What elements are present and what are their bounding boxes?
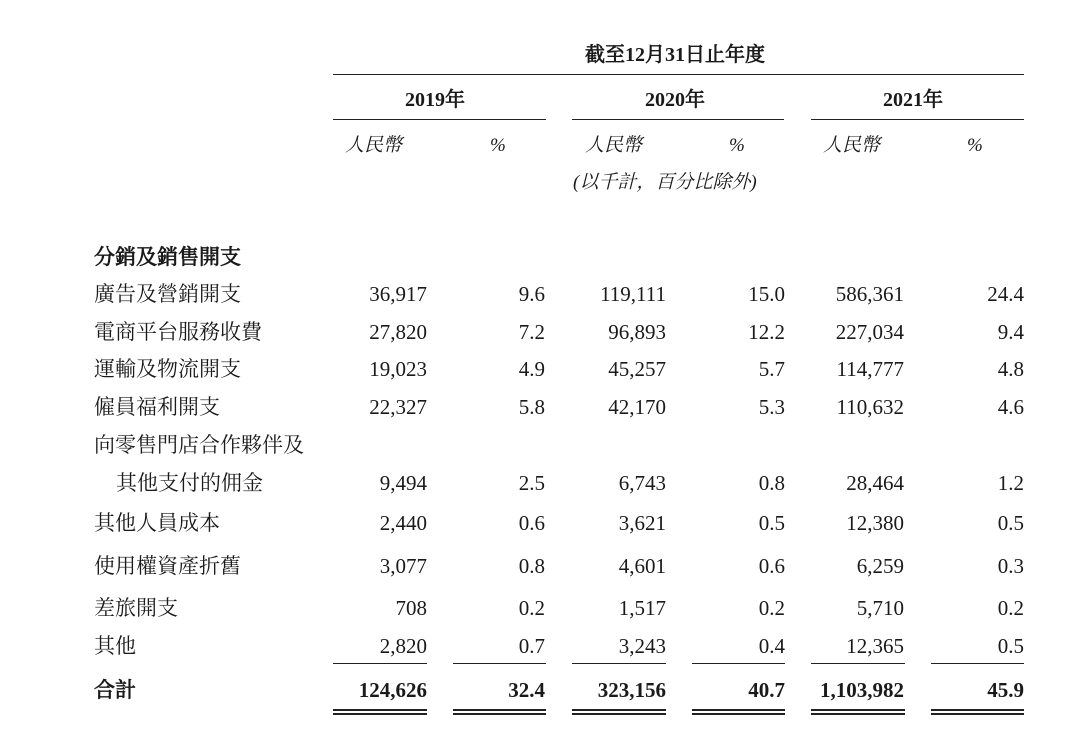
- percent-2019: 0.2: [518, 596, 545, 620]
- total-value-2020: 323,156: [597, 678, 666, 702]
- row-label: 差旅開支: [94, 596, 178, 620]
- year-2021-header: 2021年: [883, 89, 943, 111]
- value-2021: 28,464: [846, 471, 904, 495]
- value-2019: 27,820: [369, 320, 427, 344]
- percent-2021: 24.4: [987, 282, 1024, 306]
- value-2021: 227,034: [835, 320, 904, 344]
- value-2020: 3,243: [618, 634, 666, 658]
- value-2021: 114,777: [836, 357, 904, 381]
- percent-2021: 4.6: [997, 395, 1024, 419]
- percent-2020: 0.6: [758, 554, 785, 578]
- percent-2020: 0.4: [758, 634, 785, 658]
- percent-2020: 12.2: [748, 320, 785, 344]
- section-title: 分銷及銷售開支: [94, 245, 241, 269]
- subtotal-rule-percent-2020: [692, 663, 785, 664]
- value-2021: 110,632: [836, 395, 904, 419]
- value-2021: 6,259: [856, 554, 904, 578]
- value-2020: 6,743: [618, 471, 666, 495]
- value-2021: 586,361: [835, 282, 904, 306]
- row-label: 廣告及營銷開支: [94, 282, 241, 306]
- row-label: 運輸及物流開支: [94, 357, 241, 381]
- value-2020: 45,257: [608, 357, 666, 381]
- percent-2021: 4.8: [997, 357, 1024, 381]
- subtotal-rule-percent-2019: [453, 663, 546, 664]
- value-2019: 2,440: [379, 511, 427, 535]
- total-double-rule-value-2019: [333, 709, 427, 715]
- currency-label-2020: 人民幣: [585, 135, 643, 156]
- currency-label-2021: 人民幣: [823, 135, 881, 156]
- year-2019-rule: [333, 119, 546, 120]
- percent-2019: 5.8: [518, 395, 545, 419]
- period-header: 截至12月31日止年度: [585, 44, 765, 66]
- total-percent-2021: 45.9: [987, 678, 1024, 702]
- percent-2020: 15.0: [748, 282, 785, 306]
- subtotal-rule-value-2019: [333, 663, 427, 664]
- percent-2019: 0.8: [518, 554, 545, 578]
- percent-2020: 0.2: [758, 596, 785, 620]
- subtotal-rule-value-2021: [811, 663, 905, 664]
- percent-2019: 7.2: [518, 320, 545, 344]
- value-2021: 12,365: [846, 634, 904, 658]
- row-label: 其他: [94, 634, 136, 658]
- total-label: 合計: [94, 678, 136, 702]
- value-2020: 4,601: [618, 554, 666, 578]
- total-percent-2020: 40.7: [748, 678, 785, 702]
- currency-label-2019: 人民幣: [345, 135, 403, 156]
- percent-2021: 0.5: [997, 634, 1024, 658]
- year-2020-rule: [572, 119, 784, 120]
- row-label: 向零售門店合作夥伴及: [94, 433, 304, 457]
- percent-label-2020: %: [729, 135, 745, 156]
- value-2020: 42,170: [608, 395, 666, 419]
- percent-2020: 5.3: [758, 395, 785, 419]
- value-2019: 708: [395, 596, 427, 620]
- value-2020: 119,111: [600, 282, 666, 306]
- percent-2020: 0.5: [758, 511, 785, 535]
- total-value-2019: 124,626: [358, 678, 427, 702]
- total-double-rule-value-2021: [811, 709, 905, 715]
- value-2019: 9,494: [379, 471, 427, 495]
- year-2019-header: 2019年: [405, 89, 465, 111]
- subtotal-rule-percent-2021: [931, 663, 1024, 664]
- percent-2019: 4.9: [518, 357, 545, 381]
- value-2019: 3,077: [379, 554, 427, 578]
- row-label: 電商平台服務收費: [94, 320, 262, 344]
- value-2019: 19,023: [369, 357, 427, 381]
- year-2020-header: 2020年: [645, 89, 705, 111]
- row-label: 僱員福利開支: [94, 395, 220, 419]
- total-percent-2019: 32.4: [508, 678, 545, 702]
- row-label-continuation: 其他支付的佣金: [116, 471, 263, 495]
- percent-label-2021: %: [967, 135, 983, 156]
- total-double-rule-percent-2021: [931, 709, 1024, 715]
- value-2019: 2,820: [379, 634, 427, 658]
- percent-label-2019: %: [490, 135, 506, 156]
- value-2020: 1,517: [618, 596, 666, 620]
- subtotal-rule-value-2020: [572, 663, 666, 664]
- percent-2021: 0.2: [997, 596, 1024, 620]
- total-value-2021: 1,103,982: [820, 678, 904, 702]
- value-2021: 5,710: [856, 596, 904, 620]
- percent-2019: 2.5: [518, 471, 545, 495]
- period-rule: [333, 74, 1024, 75]
- percent-2019: 0.7: [518, 634, 545, 658]
- value-2020: 3,621: [618, 511, 666, 535]
- value-2019: 36,917: [369, 282, 427, 306]
- value-2020: 96,893: [608, 320, 666, 344]
- percent-2021: 0.5: [997, 511, 1024, 535]
- percent-2021: 9.4: [997, 320, 1024, 344]
- percent-2019: 9.6: [518, 282, 545, 306]
- year-2021-rule: [811, 119, 1024, 120]
- percent-2019: 0.6: [518, 511, 545, 535]
- percent-2020: 5.7: [758, 357, 785, 381]
- percent-2021: 0.3: [997, 554, 1024, 578]
- total-double-rule-percent-2020: [692, 709, 785, 715]
- unit-note: (以千計，百分比除外): [573, 172, 757, 193]
- total-double-rule-percent-2019: [453, 709, 546, 715]
- total-double-rule-value-2020: [572, 709, 666, 715]
- percent-2021: 1.2: [997, 471, 1024, 495]
- row-label: 使用權資產折舊: [94, 554, 241, 578]
- percent-2020: 0.8: [758, 471, 785, 495]
- row-label: 其他人員成本: [94, 511, 220, 535]
- value-2019: 22,327: [369, 395, 427, 419]
- value-2021: 12,380: [846, 511, 904, 535]
